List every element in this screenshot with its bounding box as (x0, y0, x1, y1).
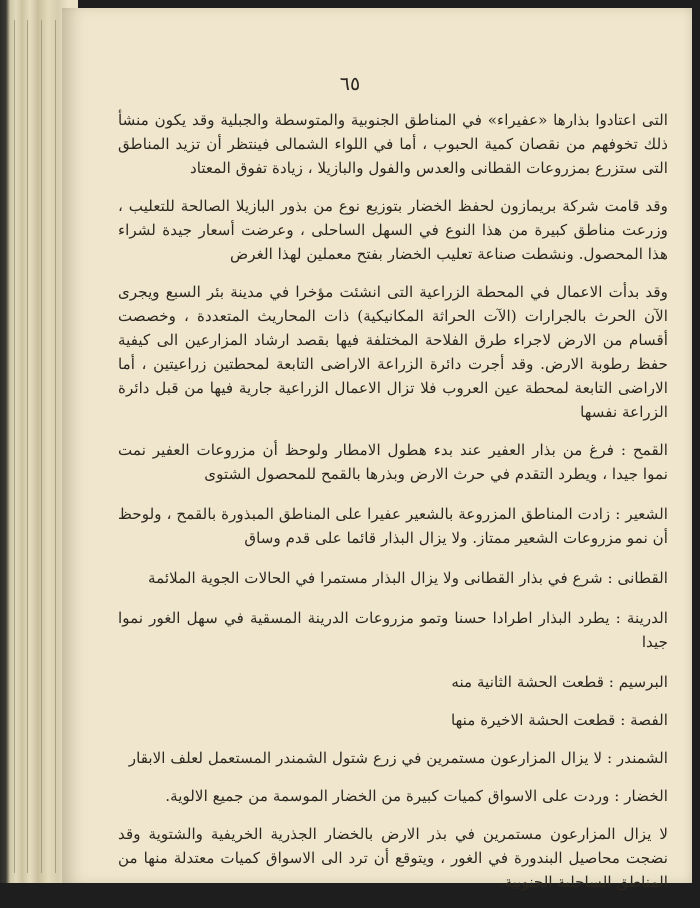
page-body (118, 108, 668, 908)
paragraph: وقد قامت شركة بريمازون لحفظ الخضار بتوزيع نوع من بذور البازيلا الصالحة للتعليب ، وزرعت مناطق كبيرة من هذا النوع في السهل الساحلى ، وعرضت أسعار جيدة لشراء هذا المحصول. ونشطت صناعة تعليب الخضار بفتح معملين لهذا الغرض (118, 197, 668, 263)
crop-entry-sorghum: الدرينة : يطرد البذار اطرادا حسنا وتمو مزروعات الدرينة المسقية في سهل الغور نموا جيدا (118, 609, 668, 651)
crop-text: يطرد البذار اطرادا حسنا وتمو مزروعات الدرينة المسقية في سهل الغور نموا جيدا (118, 609, 668, 651)
crop-entry-wheat: القمح : فرغ من بذار العفير عند بدء هطول الامطار ولوحظ أن مزروعات العفير نمت نموا جيدا ، ويطرد التقدم في حرث الارض وبذرها بالقمح للمحصول الشتوى (118, 441, 668, 483)
crop-entry-vegetables: الخضار : وردت على الاسواق كميات كبيرة من الخضار الموسمة من جميع الالوية. (165, 787, 668, 805)
crop-label: الفصة (630, 711, 668, 729)
paragraph: التى اعتادوا بذارها «عفيراء» في المناطق الجنوبية والمتوسطة والجبلية وقد يكون منشأ ذلك تخوفهم من نقصان كمية الحبوب ، أما في اللواء الشمالى فينتظر أن تزيد المناطق التى ستزرع بمزروعات القطانى والعدس والفول والبازيلا ، زيادة تفوق المعتاد (118, 111, 668, 177)
page-edge-line (41, 20, 42, 873)
page-edge-line (14, 20, 15, 873)
crop-text: وردت على الاسواق كميات كبيرة من الخضار الموسمة من جميع الالوية. (165, 787, 610, 805)
crop-text: لا يزال المزارعون مستمرين في زرع شتول الشمندر المستعمل لعلف الابقار (128, 749, 603, 767)
paragraph: وقد بدأت الاعمال في المحطة الزراعية التى انشئت مؤخرا في مدينة بئر السبع ويجرى الآن الحرث بالجرارات (الآت الحراثة المكانيكية) ذات المحاريث المتعددة ، وخصصت أقسام من الارض لاجراء طرق الفلاحة المختلفة فيها بقصد ارشاد المزارعين الى كيفية حفظ رطوبة الارض. وقد أجرت دائرة الزراعة الاراضى التابعة لمحطتين زراعيتين ، أما الاراضى التابعة لمحطة عين العروب فلا تزال الاعمال الزراعية جارية فيها من قبل دائرة الزراعة نفسها (118, 283, 668, 421)
crop-label: الشعير (625, 505, 668, 523)
crop-entry-barley: الشعير : زادت المناطق المزروعة بالشعير عفيرا على المناطق المبذورة بالقمح ، ولوحظ أن نمو مزروعات الشعير ممتاز. ولا يزال البذار قائما على قدم وساق (118, 505, 668, 547)
crop-text: قطعت الحشة الاخيرة منها (451, 711, 616, 729)
crop-label: الدرينة (626, 609, 668, 627)
crop-text: قطعت الحشة الثانية منه (451, 673, 604, 691)
crop-entry-legumes: القطانى : شرع في بذار القطانى ولا يزال البذار مستمرا في الحالات الجوية الملائمة (147, 569, 668, 587)
crop-label: الشمندر (616, 749, 668, 767)
page-number: ٦٥ (339, 73, 361, 95)
crop-entry-alfalfa: الفصة : قطعت الحشة الاخيرة منها (451, 711, 668, 729)
crop-text: زادت المناطق المزروعة بالشعير عفيرا على المناطق المبذورة بالقمح ، ولوحظ أن نمو مزروعات الشعير ممتاز. ولا يزال البذار قائما على قدم وساق (118, 505, 668, 547)
crop-text: فرغ من بذار العفير عند بدء هطول الامطار ولوحظ أن مزروعات العفير نمت نموا جيدا ، ويطرد التقدم في حرث الارض وبذرها بالقمح للمحصول الشتوى (118, 441, 668, 483)
crop-label: القطانى (617, 569, 668, 587)
closing-paragraph: لا يزال المزارعون مستمرين في بذر الارض بالخضار الجذرية الخريفية والشتوية وقد نضجت محاصيل البندورة في الغور ، ويتوقع أن ترد الى الاسواق كميات معتدلة منها من المناطق الساحلية الجنوبية. (118, 825, 668, 891)
crop-label: القمح (632, 441, 668, 459)
crop-entry-beet: الشمندر : لا يزال المزارعون مستمرين في زرع شتول الشمندر المستعمل لعلف الابقار (128, 749, 668, 767)
crop-label: البرسيم (618, 673, 668, 691)
page-edge-line (55, 20, 56, 873)
crop-entry-clover: البرسيم : قطعت الحشة الثانية منه (451, 673, 668, 691)
page-edge-line (27, 20, 28, 873)
crop-text: شرع في بذار القطانى ولا يزال البذار مستمرا في الحالات الجوية الملائمة (147, 569, 603, 587)
crop-label: الخضار (624, 787, 668, 805)
